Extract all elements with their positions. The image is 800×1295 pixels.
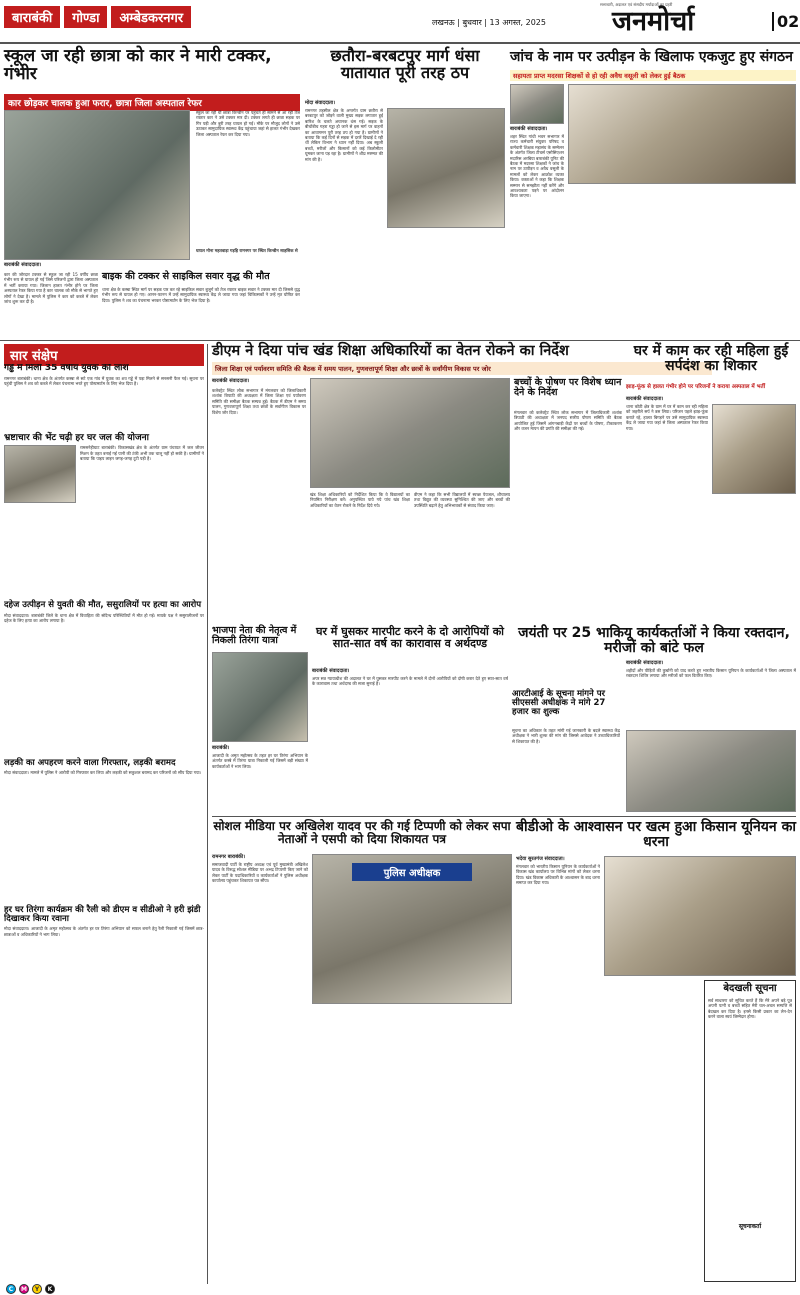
story9-body: अपर सत्र न्यायाधीश की अदालत ने घर में घुसकर मारपीट करने के मामले में दोनों आरोपियों को दोषी करार देते हुए सात-सात वर्ष के कारावास तथा अर्थदण्ड की सजा सुनाई है। xyxy=(312,676,508,687)
story4-headline: बाइक की टक्कर से साइकिल सवार वृद्ध की मौत xyxy=(102,271,270,282)
sar-item-body: मोदा संवाददाता। मामले में पुलिस ने आरोपी को गिरफ्तार कर लिया और लड़की को सकुशल बरामद कर परिजनों को सौंप दिया गया। xyxy=(4,769,202,775)
story2-body-continued xyxy=(387,232,505,336)
sar-item xyxy=(4,906,204,1156)
sar-item xyxy=(4,364,204,428)
story13-byline: भदेवा सुरतगंज संवाददाता। xyxy=(516,856,565,862)
story13-body-continued xyxy=(604,980,700,1282)
sar-item-body: रामनगर बाराबंकी। थाना क्षेत्र के अंतर्गत कस्बा से सटे एक गांव में युवक का शव गड्ढे में पड़ा मिलने से सनसनी फैल गई। सूचना पर पहुंची पुलिस ने शव को कब्जे में लेकर पंचनामा भरते हुए पोस्टमार्टम के लिए भेज दिया है। xyxy=(4,375,204,387)
district-tab-barabanki[interactable]: बाराबंकी xyxy=(4,6,60,28)
story8-byline: बाराबंकी। xyxy=(212,745,230,751)
paper-name: जनमोर्चा xyxy=(612,6,695,37)
story8-body: आजादी के अमृत महोत्सव के तहत हर घर तिरंगा अभियान के अंतर्गत कस्बे में तिरंगा यात्रा निकाली गई जिसमें बड़ी संख्या में कार्यकर्ताओं ने भाग लिया। xyxy=(212,753,308,769)
story5-photo xyxy=(310,378,510,488)
district-tab-gonda[interactable]: गोण्डा xyxy=(64,6,107,28)
story6-headline: बच्चों के पोषण पर विशेष ध्यान देने के निर्देश xyxy=(514,377,622,399)
divider-mid xyxy=(212,816,796,817)
cmyk-c: C xyxy=(6,1284,16,1294)
story12-photo xyxy=(312,854,512,1004)
story13-photo xyxy=(604,856,796,976)
story2-byline: मोदा संवाददाता। xyxy=(305,100,336,106)
story5-headline: डीएम ने दिया पांच खंड शिक्षा अधिकारियों का वेतन रोकने का निर्देश xyxy=(212,343,569,359)
story12-sign: पुलिस अधीक्षक xyxy=(352,863,472,881)
divider-top xyxy=(0,340,800,341)
story7-body: थाना कोठी क्षेत्र के ग्राम में घर में काम कर रही महिला को जहरीले सर्प ने डस लिया। परिजन पहले झाड़-फूंक कराते रहे, हालत बिगड़ने पर उसे सामुदायिक स्वास्थ्य केंद्र ले जाया गया जहां से जिला अस्पताल रेफर किया गया। xyxy=(626,404,708,431)
district-tabs xyxy=(4,6,191,28)
story6-body: मंगलवार को कलेक्ट्रेट स्थित लोक सभागार में जिलाधिकारी शशांक त्रिपाठी की अध्यक्षता में जनपद स्तरीय पोषण समिति की बैठक आयोजित हुई जिसमें आंगनबाड़ी केंद्रों पर बच्चों के पोषण, टीकाकरण और वजन मापन की प्रगति की समीक्षा की गई। xyxy=(514,410,622,432)
page-number: 02 xyxy=(772,12,799,31)
story1-body-b: स्कूल जा रही थी छात्रा किन्डीन पर पहुंचते ही सामने से आ रही तेज रफ्तार कार ने उसे टक्कर मार दी। टक्कर लगते ही छात्रा सड़क पर गिर पड़ी और बुरी तरह घायल हो गई। मौके पर मौजूद लोगों ने उसे उठाकर सामुदायिक स्वास्थ्य केंद्र पहुंचाया जहां से हालत गंभीर देखकर जिला अस्पताल रेफर कर दिया गया। xyxy=(196,110,300,137)
story1-subhead: कार छोड़कर चालक हुआ फरार, छात्रा जिला अस्पताल रेफर xyxy=(4,94,300,111)
story5-body-c: डीएम ने कहा कि सभी विद्यालयों में स्वच्छ पेयजल, शौचालय तथा विद्युत की व्यवस्था सुनिश्चित की जाए और बच्चों की उपस्थिति बढ़ाने हेतु अभिभावकों से संवाद किया जाए। xyxy=(414,492,510,508)
story11-headline: आरटीआई के सूचना मांगने पर सीएससी अधीक्षक ने मांगे 27 हजार का शुल्क xyxy=(512,689,606,718)
sar-item-title: लड़की का अपहरण करने वाला गिरफ्तार, लड़की बरामद xyxy=(4,757,176,768)
story7-photo xyxy=(712,404,796,494)
story1-photo xyxy=(4,110,190,260)
sar-item xyxy=(4,601,204,752)
sar-item-body: रामसनेहीघाट बाराबंकी। विकासखंड क्षेत्र के अंतर्गत ग्राम पंचायत में जल जीवन मिशन के तहत बनाई गई पानी की टंकी अभी तक चालू नहीं हो सकी है। ग्रामीणों ने बताया कि पाइप लाइन जगह-जगह टूटी पड़ी है। xyxy=(80,445,204,462)
cmyk-y: Y xyxy=(32,1284,42,1294)
story11-body: सूचना का अधिकार के तहत मांगी गई जानकारी के बदले स्वास्थ्य केंद्र अधीक्षक ने भारी शुल्क की मांग की जिससे आवेदक ने उच्चाधिकारियों से शिकायत की है। xyxy=(512,728,620,744)
story3-byline: बाराबंकी संवाददाता। xyxy=(510,126,548,132)
cmyk-k: K xyxy=(45,1284,55,1294)
notice-body: सर्व साधारण को सूचित करते हैं कि मेरे अपने बड़े पुत्र अपनी पत्नी व बच्चों सहित मेरी चल-अचल सम्पत्ति से बेदखल कर दिया है। इनसे किसी प्रकार का लेन-देन करने वाला स्वयं जिम्मेदार होगा। xyxy=(708,997,792,1020)
story13-headline: बीडीओ के आश्वासन पर खत्म हुआ किसान यूनियन का धरना xyxy=(516,819,796,851)
story12-byline: रामनगर बाराबंकी। xyxy=(212,854,246,860)
story12-body-continued xyxy=(312,1008,512,1282)
divider-sar xyxy=(207,344,208,1284)
story10-headline: जयंती पर 25 भाकियू कार्यकर्ताओं ने किया रक्तदान, मरीजों को बांटे फल xyxy=(518,625,790,657)
dateline: लखनऊ | बुधवार | 13 अगस्त, 2025 xyxy=(432,18,546,27)
story1-headline: स्कूल जा रही छात्रा को कार ने मारी टक्कर, गंभीर xyxy=(4,46,272,85)
sar-item xyxy=(4,434,204,596)
notice-title: बेदखली सूचना xyxy=(723,983,777,994)
sar-item-body: मोदा संवाददाता। आजादी के अमृत महोत्सव के अंतर्गत हर घर तिरंगा अभियान को सफल बनाने हेतु रैली निकाली गई जिसमें छात्र-छात्राओं व अधिकारियों ने भाग लिया। xyxy=(4,926,204,937)
sar-item-title: दहेज उत्पीड़न से युवती की मौत, ससुरालियों पर हत्या का आरोप xyxy=(4,600,202,611)
story2-headline: छतौरा-बरबटपुर मार्ग धंसा यातायात पूरी तरह ठप xyxy=(330,46,480,83)
story5-byline: बाराबंकी संवाददाता। xyxy=(212,378,250,384)
sar-item-title: भ्रष्टाचार की भेंट चढ़ी हर घर जल की योजना xyxy=(4,432,149,443)
masthead-rule xyxy=(0,42,800,44)
story9-headline: घर में घुसकर मारपीट करने के दो आरोपियों को सात-सात वर्ष का कारावास व अर्थदण्ड xyxy=(315,625,505,650)
district-tab-ambedkarnagar[interactable]: अम्बेडकरनगर xyxy=(111,6,191,28)
story1-caption: घायल मोना महतवाड़ा गड़हि रामनगर पर स्थित किन्डीन साहसिक से xyxy=(196,248,298,253)
sar-item-title: गड्ढे में मिली 35 वर्षीय युवक की लाश xyxy=(4,364,129,373)
paper-tagline: सत्ताधारी, अदालत एवं संसदीय मर्यादाओं का प्रहरी xyxy=(600,2,673,7)
story5-body-b: खंड शिक्षा अधिकारियों को निर्देशित किया कि वे विद्यालयों का नियमित निरीक्षण करें। अनुपस्थित पाये गये पांच खंड शिक्षा अधिकारियों का वेतन रोकने के निर्देश दिये गये। xyxy=(310,492,410,508)
notice-signer: सूचनाकर्ता xyxy=(738,1222,762,1230)
story7-subhead: झाड़-फूंक से हालत गंभीर होने पर परिजनों ने कराया अस्पताल में भर्ती xyxy=(626,384,766,390)
story3-headline: जांच के नाम पर उत्पीड़न के खिलाफ एकजुट हुए संगठन xyxy=(510,49,793,65)
sar-item-photo xyxy=(4,445,76,503)
cmyk-m: M xyxy=(19,1284,29,1294)
story7-body-continued xyxy=(712,498,796,622)
story10-body: शहीदों और पीड़ितों की कुर्बानी को याद करते हुए भारतीय किसान यूनियन के कार्यकर्ताओं ने जिला अस्पताल में रक्तदान शिविर लगाया और मरीजों को फल वितरित किए। xyxy=(626,668,796,679)
sar-item-title: हर घर तिरंगा कार्यक्रम की रैली को डीएम व सीडीओ ने हरी झंडी दिखाकर किया रवाना xyxy=(4,904,201,924)
story3-subhead: सहायता प्राप्त मदरसा शिक्षकों से हो रही अवैध वसूली को लेकर हुई बैठक xyxy=(510,70,796,81)
story12-headline: सोशल मीडिया पर अखिलेश यादव पर की गई टिप्पणी को लेकर सपा नेताओं ने एसपी को दिया शिकायत पत्र xyxy=(213,819,511,846)
cmyk-marks xyxy=(6,1284,58,1294)
story3-photo-2 xyxy=(568,84,796,184)
story8-photo xyxy=(212,652,308,742)
story3-body: शहर स्थित गांधी भवन सभागार में राज्य कर्मचारी संयुक्त परिषद व कर्मचारी शिक्षक महासंघ के सम्मेलन के अंतर्गत जिला टीचर्स एसोसिएशन मदारिस अरबिया बाराबंकी यूनिट की बैठक में मदरसा शिक्षकों ने जांच के नाम पर उत्पीड़न व अवैध वसूली के मामलों को लेकर आक्रोश व्यक्त किया। वक्ताओं ने कहा कि शिक्षक सम्मान से समझौता नहीं करेंगे और आवश्यकता पड़ने पर आंदोलन किया जाएगा। xyxy=(510,134,564,199)
story7-headline: घर में काम कर रही महिला हुई सर्पदंश का शिकार xyxy=(633,343,789,375)
story3-body-continued xyxy=(568,188,796,336)
masthead xyxy=(0,0,800,42)
sar-header: सार संक्षेप xyxy=(4,344,204,366)
story10-byline: बाराबंकी संवाददाता। xyxy=(626,660,664,666)
story10-photo xyxy=(626,730,796,812)
story2-photo xyxy=(387,108,505,228)
story5-body-a: कलेक्ट्रेट स्थित लोक सभागार में मंगलवार को जिलाधिकारी शशांक त्रिपाठी की अध्यक्षता में जिला शिक्षा एवं पर्यावरण समिति की समीक्षा बैठक सम्पन्न हुई। बैठक में डीएम ने समय पालन, गुणवत्तापूर्ण शिक्षा तथा छात्रों के सर्वांगीण विकास पर विशेष जोर दिया। xyxy=(212,388,306,415)
notice-box xyxy=(704,980,796,1282)
story9-byline: बाराबंकी संवाददाता। xyxy=(312,668,350,674)
story8-headline: भाजपा नेता की नेतृत्व में निकली तिरंगा यात्रा xyxy=(212,625,297,647)
sar-item-body: मोदा संवाददाता। बाराबंकी जिले के थाना क्षेत्र में विवाहिता की संदिग्ध परिस्थितियों में मौत हो गई। मायके पक्ष ने ससुरालीजनों पर दहेज के लिए हत्या का आरोप लगाया है। xyxy=(4,612,204,624)
story7-byline: बाराबंकी संवाददाता। xyxy=(626,396,664,402)
story13-body: मंगलवार को भारतीय किसान यूनियन के कार्यकर्ताओं ने विकास खंड कार्यालय पर विभिन्न मांगों को लेकर धरना दिया। खंड विकास अधिकारी के आश्वासन के बाद धरना समाप्त कर दिया गया। xyxy=(516,864,600,886)
story1-body-a: कार की जोरदार टक्कर से स्कूल जा रही 15 वर्षीय छात्रा गंभीर रूप से घायल हो गई जिसे परिजनों द्वारा जिला अस्पताल में भर्ती कराया गया। जिलान हालत गंभीर होने पर जिला अस्पताल रेफर किया गया है कार चालक को मौके से भागते हुए लोगों ने देखा है। मामले में पुलिस ने कार को कब्जे में लेकर जांच शुरू कर दी है। xyxy=(4,272,98,305)
story5-subhead: जिला शिक्षा एवं पर्यावरण समिति की बैठक में समय पालन, गुणवत्तापूर्ण शिक्षा और छात्रों के सर्वांगीण विकास पर जोर xyxy=(212,362,712,375)
story2-body: रामनगर तहसील क्षेत्र के अन्तर्गत ग्राम छतौरा से बरबटपुर को जोड़ने वाली मुख्य सड़क लगातार हुई बारिश के चलते अचानक धंस गई। सड़क के बीचोंबीच गहरा गड्ढा हो जाने से इस मार्ग पर वाहनों का आवागमन पूरी तरह ठप हो गया है। ग्रामीणों ने बताया कि कई दिनों से सड़क में दरारें दिखाई दे रही थीं लेकिन विभाग ने ध्यान नहीं दिया। अब स्कूली बच्चों, मरीजों और किसानों को कई किलोमीटर घूमकर जाना पड़ रहा है। ग्रामीणों ने शीघ्र मरम्मत की मांग की है। xyxy=(305,108,383,162)
story4-body: थाना क्षेत्र के कस्बा स्थित मार्ग पर सड़क पार कर रहे साइकिल सवार बुजुर्ग को तेज रफ्तार बाइक सवार ने टक्कर मार दी जिससे वृद्ध गंभीर रूप से घायल हो गए। आनन-फानन में उन्हें सामुदायिक स्वास्थ्य केंद्र ले जाया गया जहां चिकित्सकों ने उन्हें मृत घोषित कर दिया। पुलिस ने शव का पंचनामा भरकर पोस्टमार्टम के लिए भेज दिया है। xyxy=(102,287,300,303)
story12-body: समाजवादी पार्टी के राष्ट्रीय अध्यक्ष एवं पूर्व मुख्यमंत्री अखिलेश यादव के विरुद्ध सोशल मीडिया पर अभद्र टिप्पणी किए जाने को लेकर पार्टी के पदाधिकारियों व कार्यकर्ताओं ने पुलिस अधीक्षक कार्यालय पहुंचकर शिकायत पत्र सौंपा। xyxy=(212,862,308,884)
sar-item xyxy=(4,759,204,900)
story1-byline: बाराबंकी संवाददाता। xyxy=(4,262,42,268)
sar-column xyxy=(4,364,204,1284)
story3-photo-1 xyxy=(510,84,564,124)
